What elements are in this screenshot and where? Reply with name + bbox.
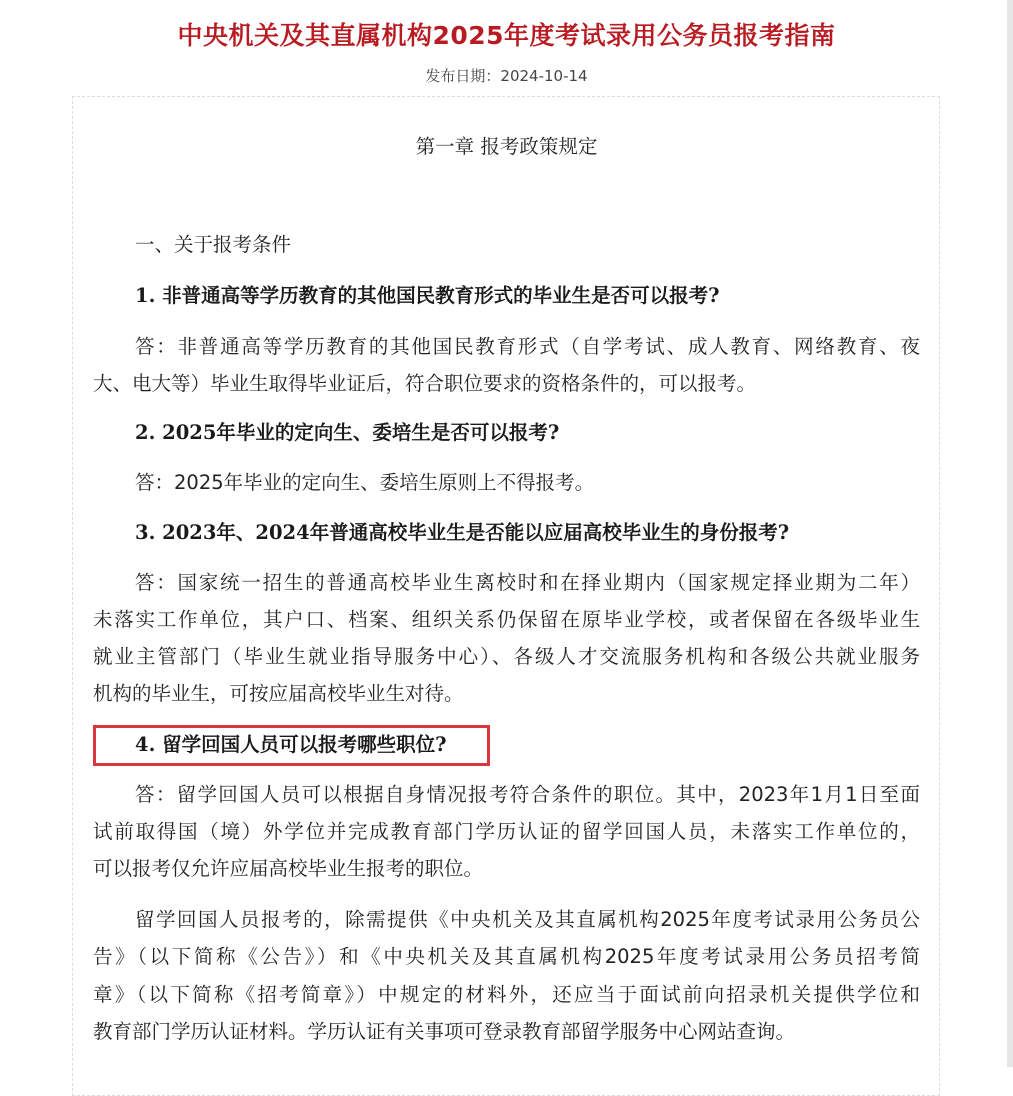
publish-date (0, 64, 1013, 88)
chapter-heading: 第一章 报考政策规定 (415, 135, 598, 158)
answer-2-line: 答：2025年毕业的定向生、委培生原则上不得报考。 (135, 471, 595, 494)
publish-date-value: 2024-10-14 (500, 67, 588, 85)
answer-3-line: 未落实工作单位，其户口、档案、组织关系仍保留在原毕业学校，或者保留在各级毕业生 (93, 608, 920, 631)
page-title: 中央机关及其直属机构2025年度考试录用公务员报考指南 (177, 21, 836, 50)
answer-4-line: 答：留学回国人员可以根据自身情况报考符合条件的职位。其中，2023年1月1日至面 (135, 783, 920, 806)
answer-4-extra-line: 留学回国人员报考的，除需提供《中央机关及其直属机构2025年度考试录用公务员公 (135, 908, 920, 931)
answer-1-line: 答：非普通高等学历教育的其他国民教育形式（自学考试、成人教育、网络教育、夜 (135, 335, 920, 358)
publish-date-label: 发布日期： (425, 67, 501, 85)
answer-3-line: 就业主管部门（毕业生就业指导服务中心）、各级人才交流服务机构和各级公共就业服务 (93, 645, 920, 668)
answer-4-line: 可以报考仅允许应届高校毕业生报考的职位。 (93, 857, 484, 880)
answer-4-extra-line: 章》（以下简称《招考简章》）中规定的材料外，还应当于面试前向招录机关提供学位和 (93, 983, 920, 1006)
question-1: 1. 非普通高等学历教育的其他国民教育形式的毕业生是否可以报考? (135, 284, 720, 307)
question-3: 3. 2023年、2024年普通高校毕业生是否能以应届高校毕业生的身份报考? (135, 521, 790, 544)
answer-1-line: 大、电大等）毕业生取得毕业证后，符合职位要求的资格条件的，可以报考。 (93, 372, 757, 395)
section-heading: 一、关于报考条件 (135, 233, 292, 256)
answer-3-line: 答：国家统一招生的普通高校毕业生离校时和在择业期内（国家规定择业期为二年） (135, 571, 920, 594)
question-2: 2. 2025年毕业的定向生、委培生是否可以报考? (135, 421, 560, 444)
question-4: 4. 留学回国人员可以报考哪些职位? (135, 733, 447, 756)
answer-4-extra-line: 告》（以下简称《公告》）和《中央机关及其直属机构2025年度考试录用公务员招考简 (93, 945, 920, 968)
answer-4-line: 试前取得国（境）外学位并完成教育部门学历认证的留学回国人员，未落实工作单位的， (93, 820, 920, 843)
answer-4-extra-line: 教育部门学历认证材料。学历认证有关事项可登录教育部留学服务中心网站查询。 (93, 1020, 796, 1043)
answer-3-line: 机构的毕业生，可按应届高校毕业生对待。 (93, 682, 464, 705)
